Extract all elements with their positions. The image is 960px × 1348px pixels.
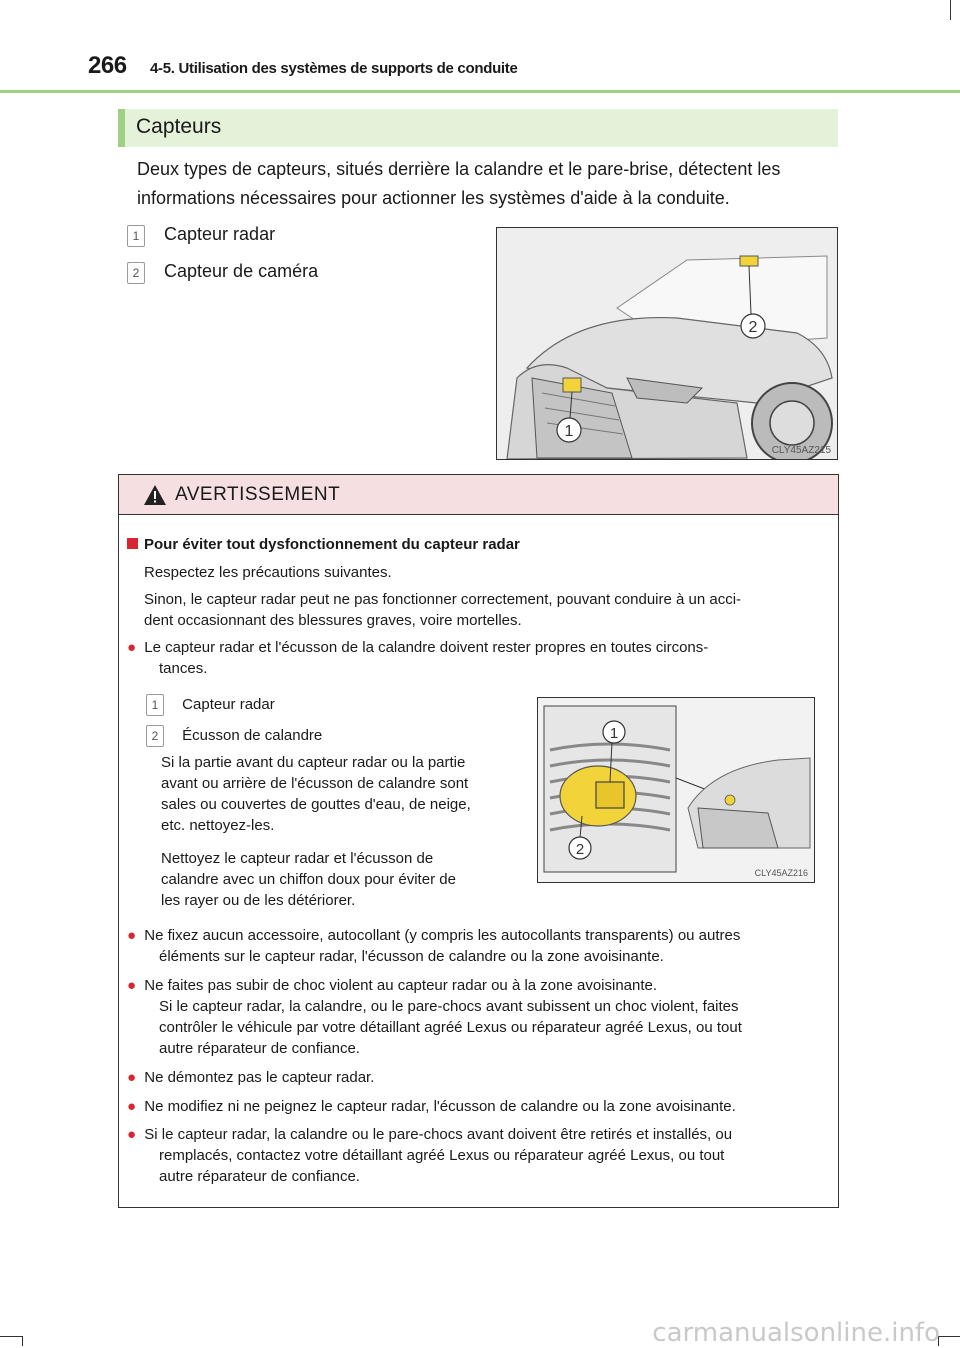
warning-p1: Respectez les précautions suivantes. <box>144 564 392 581</box>
callout-2: 2 <box>575 841 585 858</box>
chapter-title: 4-5. Utilisation des systèmes de supports de conduite <box>150 60 518 77</box>
clean-line: sales ou couvertes de gouttes d'eau, de neige, <box>161 796 471 813</box>
figure-code: CLY45AZ216 <box>754 868 808 878</box>
warning-bullet-5 <box>127 1096 736 1117</box>
bullet-text: Le capteur radar et l'écusson de la calandre doivent rester propres en toutes circons- <box>144 639 709 656</box>
warning-header <box>119 475 838 515</box>
bullet-text: Si le capteur radar, la calandre, ou le pare-chocs avant subissent un choc violent, faites <box>159 998 739 1015</box>
bullet-dot-icon: ● <box>127 1069 137 1086</box>
item-label: Écusson de calandre <box>182 727 323 744</box>
bullet-dot-icon: ● <box>127 977 137 994</box>
bullet-dot-icon: ● <box>127 1098 137 1115</box>
radar-sensor-marker <box>563 378 581 392</box>
grille-emblem-figure <box>537 697 815 883</box>
car-sensors-figure <box>496 227 838 460</box>
callout-1: 1 <box>609 725 619 742</box>
crop-mark <box>0 1336 22 1337</box>
section-stripe <box>118 109 125 147</box>
radar-highlight <box>596 782 624 808</box>
bullet-dot-icon: ● <box>127 1126 137 1143</box>
bullet-text: tances. <box>159 660 208 677</box>
square-bullet-icon <box>127 538 138 549</box>
bullet-text: autre réparateur de confiance. <box>159 1168 360 1185</box>
cleaning-paragraph-2 <box>161 848 516 911</box>
bullet-text: Ne démontez pas le capteur radar. <box>144 1069 375 1086</box>
warning-bullet-3 <box>127 975 832 1059</box>
warning-bullet-6 <box>127 1124 832 1187</box>
figure-code: CLY45AZ215 <box>771 445 831 456</box>
bullet-dot-icon: ● <box>127 927 137 944</box>
number-badge: 2 <box>146 725 164 747</box>
car-illustration <box>497 228 837 459</box>
section-title: Capteurs <box>136 115 222 138</box>
warning-p2 <box>144 589 834 631</box>
list-item-label: Capteur de caméra <box>164 261 319 281</box>
section-intro <box>137 155 837 213</box>
list-item-label: Capteur radar <box>164 224 276 244</box>
header-rule <box>0 90 960 93</box>
p2-line: dent occasionnant des blessures graves, voire mortelles. <box>144 612 522 629</box>
clean-line: etc. nettoyez-les. <box>161 817 275 834</box>
bullet-text: contrôler le véhicule par votre détaillant agréé Lexus ou réparateur agréé Lexus, ou tout <box>159 1019 742 1036</box>
intro-line: Deux types de capteurs, situés derrière la calandre et le pare-brise, détectent les <box>137 159 781 179</box>
number-badge: 1 <box>127 225 145 247</box>
bullet-text: éléments sur le capteur radar, l'écusson de calandre ou la zone avoisinante. <box>159 948 664 965</box>
subheading-text: Pour éviter tout dysfonctionnement du capteur radar <box>144 536 520 553</box>
bullet-text: Ne fixez aucun accessoire, autocollant (y compris les autocollants transparents) ou autres <box>144 927 741 944</box>
clean-line: Nettoyez le capteur radar et l'écusson de <box>161 850 434 867</box>
bullet-dot-icon: ● <box>127 639 137 656</box>
warning-item-badge <box>146 725 322 747</box>
crop-mark <box>938 1336 960 1337</box>
number-badge: 1 <box>146 694 164 716</box>
warning-bullet-1 <box>127 637 832 679</box>
list-item-radar <box>127 224 275 247</box>
clean-line: Si la partie avant du capteur radar ou la partie <box>161 754 466 771</box>
grille-illustration <box>538 698 814 882</box>
clean-line: avant ou arrière de l'écusson de calandre sont <box>161 775 469 792</box>
warning-bullet-4 <box>127 1067 374 1088</box>
warning-title: AVERTISSEMENT <box>175 484 341 505</box>
crop-mark <box>22 1336 23 1346</box>
bullet-text: Ne modifiez ni ne peignez le capteur radar, l'écusson de calandre ou la zone avoisinante. <box>144 1098 736 1115</box>
warning-triangle-icon <box>143 484 167 506</box>
bullet-text: Ne faites pas subir de choc violent au capteur radar ou à la zone avoisinante. <box>144 977 658 994</box>
clean-line: les rayer ou de les détériorer. <box>161 892 356 909</box>
number-badge: 2 <box>127 262 145 284</box>
intro-line: informations nécessaires pour actionner les systèmes d'aide à la conduite. <box>137 188 730 208</box>
callout-2: 2 <box>748 319 758 336</box>
item-label: Capteur radar <box>182 696 275 713</box>
page-number: 266 <box>88 52 127 79</box>
warning-bullet-2 <box>127 925 832 967</box>
list-item-camera <box>127 261 318 284</box>
bullet-text: autre réparateur de confiance. <box>159 1040 360 1057</box>
warning-item-radar <box>146 694 275 716</box>
bullet-text: Si le capteur radar, la calandre ou le pare-chocs avant doivent être retirés et installés, ou <box>144 1126 733 1143</box>
crop-mark <box>950 0 951 20</box>
warning-subheading <box>127 534 520 555</box>
cleaning-paragraph-1 <box>161 752 516 836</box>
clean-line: calandre avec un chiffon doux pour éviter de <box>161 871 456 888</box>
callout-1: 1 <box>564 423 574 440</box>
bullet-text: remplacés, contactez votre détaillant agréé Lexus ou réparateur agréé Lexus, ou tout <box>159 1147 725 1164</box>
watermark: carmanualsonline.info <box>652 1318 940 1348</box>
p2-line: Sinon, le capteur radar peut ne pas fonctionner correctement, pouvant conduire à un acci- <box>144 591 742 608</box>
section-title-bar <box>118 109 838 147</box>
camera-sensor-marker <box>740 256 758 266</box>
